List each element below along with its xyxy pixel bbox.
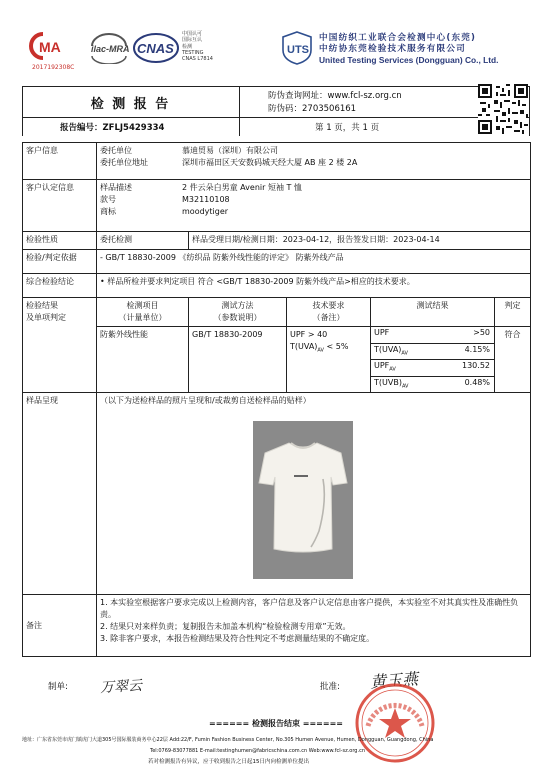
sample-brand-value: moodytiger [182, 207, 229, 216]
sample-brand-label: 商标 [100, 207, 116, 216]
conclusion-value: • 样品所检并要求判定项目 符合 <GB/T 18830-2009 防紫外线产品>相应的技术要求。 [97, 274, 531, 298]
anti-fake-code: 防伪码：2703506161 [268, 104, 357, 114]
result-name: $T(UVB)_{AV}$ [374, 377, 409, 390]
col-item-header: 检测项目 （计量单位） [97, 298, 189, 327]
basis-row [23, 250, 531, 274]
results-section-label: 检验结果 及单项判定 [23, 298, 97, 393]
anti-fake-query: 防伪查询网址：www.fcl-sz.org.cn [268, 91, 402, 101]
result-value: 130.52 [462, 361, 490, 371]
sample-photo [253, 421, 353, 579]
title-col-divider [239, 86, 240, 136]
nature-row [23, 232, 531, 250]
report-number: 报告编号：ZFLJ5429334 [60, 123, 165, 133]
result-row [371, 359, 494, 376]
result-row [371, 327, 494, 343]
cma-logo [28, 30, 82, 62]
col-result-header: 测试结果 [371, 298, 495, 327]
cma-number: 2017192308C [32, 64, 75, 71]
result-name: $UPF_{AV}$ [374, 361, 396, 373]
result-requirement [287, 327, 371, 393]
sample-photo-row [23, 393, 531, 595]
uts-logo [280, 30, 314, 66]
svg-text:UTS: UTS [287, 44, 309, 56]
result-method: GB/T 18830-2009 [189, 327, 287, 393]
nature-dates: 样品受理日期/检测日期：2023-04-12，报告签发日期：2023-04-14 [189, 232, 531, 250]
result-row [371, 376, 494, 393]
svg-text:MA: MA [39, 39, 61, 55]
report-table [22, 142, 531, 657]
remarks-row [23, 595, 531, 657]
maker-signature: 万翠云 [99, 677, 143, 697]
page-info: 第 1 页，共 1 页 [315, 123, 380, 133]
footer-contact: Tel:0769-83077881 E-mail:testinghumen@fabricschina.com.cn Web:www.fcl-sz.org.cn [150, 748, 365, 754]
remark-item: 2. 结果只对来样负责；复制报告未加盖本机构“检验检测专用章”无效。 [100, 622, 351, 632]
sample-desc-label: 样品描述 [100, 183, 132, 192]
result-judgement: 符合 [495, 327, 531, 393]
client-row [23, 143, 531, 180]
sample-info [97, 180, 531, 232]
basis-section-label: 检验/判定依据 [23, 250, 97, 274]
client-section-label: 客户信息 [23, 143, 97, 180]
sample-info-section-label: 客户认定信息 [23, 180, 97, 232]
nature-section-label: 检验性质 [23, 232, 97, 250]
footer-address: 地址：广东省东莞市虎门镇虎门大道305号国际服装商务中心22层 Add:22/F, Fumin Fashion Business Center, No.305 Humen Avenue, Humen, Dongguan, Guangdong, China [22, 737, 434, 743]
org-name-en: United Testing Services (Dongguan) Co., Ltd. [319, 55, 499, 65]
qr-code [478, 84, 528, 134]
client-info [97, 143, 531, 180]
footer-notice: 若对检测报告有异议，应于收到报告之日起15日内向检测单位提出 [148, 759, 310, 765]
basis-value: - GB/T 18830-2009 《纺织品 防紫外线性能的评定》 防紫外线产品 [97, 250, 531, 274]
result-name: $T(UVA)_{AV}$ [374, 344, 408, 357]
result-value: >50 [473, 328, 490, 337]
cnas-text: 中国认可 国际互认 检测 TESTING CNAS L7814 [182, 31, 213, 63]
client-addr-label: 委托单位地址 [100, 158, 148, 167]
client-org-value: 慕迪贸易（深圳）有限公司 [182, 146, 278, 155]
client-addr-value: 深圳市福田区天安数码城天经大厦 AB 座 2 楼 2A [182, 158, 358, 167]
sample-desc-value: 2 件云朵白男童 Avenir 短袖 T 恤 [182, 183, 302, 192]
remark-item: 1. 本实验室根据客户要求完成以上检测内容，客户信息及客户认定信息由客户提供，本实验室不对其真实性及准确性负责。 [100, 598, 519, 620]
remarks-section-label: 备注 [23, 595, 97, 657]
result-value: 4.15% [464, 344, 490, 354]
svg-text:ilac-MRA: ilac-MRA [91, 44, 130, 54]
conclusion-section-label: 综合检验结论 [23, 274, 97, 298]
sample-info-row [23, 180, 531, 232]
sample-photo-section-label: 样品呈现 [23, 393, 97, 595]
org-name-cn-2: 中纺协东莞检验技术服务有限公司 [319, 44, 466, 54]
sample-style-label: 款号 [100, 195, 116, 204]
org-name-cn-1: 中国纺织工业联合会检测中心(东莞) [319, 33, 477, 43]
result-name: UPF [374, 328, 390, 337]
col-method-header: 测试方法 （参数说明） [189, 298, 287, 327]
approver-signature: 黄玉燕 [369, 669, 419, 692]
report-end: ====== 检测报告结束 ====== [208, 719, 343, 728]
tshirt-image [253, 421, 353, 579]
nature-type: 委托检测 [97, 232, 189, 250]
results-header-row [23, 298, 531, 327]
remark-item: 3. 除非客户要求，本报告检测结果及符合性判定不考虑测量结果的不确定度。 [100, 634, 375, 644]
client-org-label: 委托单位 [100, 146, 132, 155]
remarks-list [97, 595, 531, 657]
svg-text:CNAS: CNAS [137, 41, 174, 56]
result-values [371, 327, 495, 393]
sample-photo-cell [97, 393, 531, 595]
maker-label: 制单: [48, 682, 68, 692]
approver-label: 批准: [320, 682, 340, 692]
org-name-block [319, 33, 498, 66]
title-divider [22, 117, 530, 118]
result-item: 防紫外线性能 [97, 327, 189, 393]
conclusion-row [23, 274, 531, 298]
col-judge-header: 判定 [495, 298, 531, 327]
req-upf: UPF > 40 [290, 330, 328, 339]
ilac-mra-logo [88, 32, 130, 64]
report-title: 检 测 报 告 [90, 97, 171, 112]
sample-style-value: M32110108 [182, 195, 230, 204]
results-data-row [23, 327, 531, 393]
result-row [371, 343, 494, 360]
req-uva: $T(UVA)_{AV} < 5\%$ [290, 342, 349, 354]
sample-photo-note: （以下为送检样品的照片呈现和/或裁剪自送检样品的贴样） [100, 396, 311, 406]
cnas-logo [132, 30, 180, 66]
col-req-header: 技术要求 （备注） [287, 298, 371, 327]
result-value: 0.48% [464, 377, 490, 387]
